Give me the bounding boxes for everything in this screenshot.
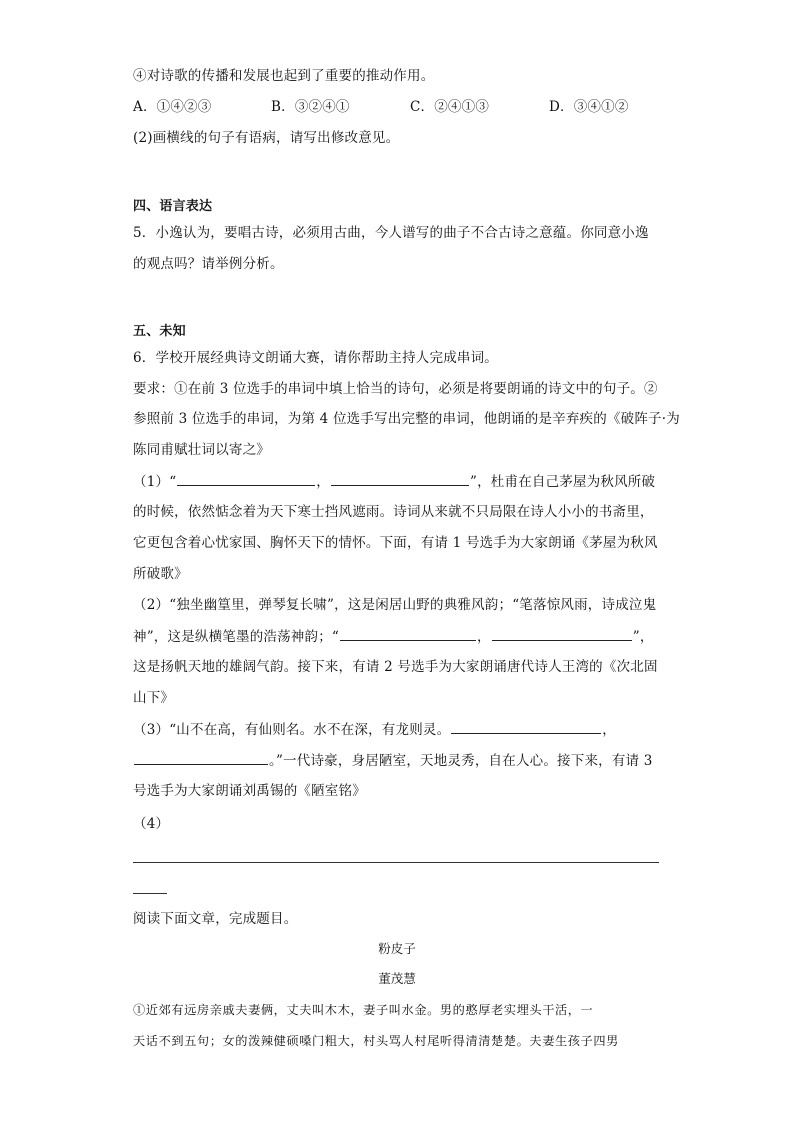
section-heading-4: 四、语言表达: [133, 199, 213, 214]
part-2-line-4: 山下》: [133, 690, 175, 706]
part-1-line-4: 所破歌》: [133, 566, 188, 582]
part-4-label: （4）: [133, 816, 170, 832]
option-d: D．③④①②: [549, 99, 629, 115]
article-paragraph-1-line-2: 天话不到五句；女的泼辣健硕嗓门粗大，村头骂人村尾听得清清楚楚。夫妻生孩子四男: [133, 1034, 619, 1048]
requirement-line-3: 陈同甫赋壮词以寄之》: [133, 442, 270, 458]
fill-blank-1b[interactable]: [331, 471, 469, 486]
part-2-comma: ，: [477, 629, 491, 645]
answer-options: [133, 97, 693, 117]
requirement-line-2: 参照前 3 位选手的串词，为第 4 位选手写出完整的串词，他朗诵的是辛弃疾的《破阵子·为: [133, 411, 680, 427]
fill-blank-2b[interactable]: [492, 626, 632, 641]
fill-blank-3b[interactable]: [134, 750, 268, 765]
fill-blank-2a[interactable]: [340, 626, 476, 641]
answer-line-short[interactable]: [133, 893, 167, 894]
option-b: B．③②④①: [271, 99, 350, 115]
part-3-text: （3）“山不在高，有仙则名。水不在深，有龙则灵。: [133, 722, 451, 738]
requirement-line-1: 要求：①在前 3 位选手的串词中填上恰当的诗句，必须是将要朗诵的诗文中的句子。②: [133, 381, 658, 397]
article-author: 董茂慧: [378, 971, 416, 986]
part-1-line-1: [133, 471, 655, 492]
answer-line-long[interactable]: [133, 862, 659, 863]
sub-question-2: (2)画横线的句子有语病，请写出修改意见。: [133, 130, 400, 146]
part-1-comma: ，: [316, 474, 330, 490]
option-c: C．②④①③: [410, 99, 490, 115]
part-3-line-2: [133, 750, 653, 771]
part-3-line-3: 号选手为大家朗诵刘禹锡的《陋室铭》: [133, 783, 366, 799]
part-1-line-3: 它更包含着心忧家国、胸怀天下的情怀。下面，有请 1 号选手为大家朗诵《茅屋为秋风: [133, 535, 658, 551]
section-heading-5: 五、未知: [133, 324, 186, 339]
part-2-text-b: ”，: [632, 629, 654, 645]
part-1-open: （1）“: [133, 474, 177, 490]
part-1-close: ”，杜甫在自己茅屋为秋风所破: [470, 474, 656, 490]
question-5-line-2: 的观点吗？请举例分析。: [133, 256, 284, 272]
part-2-line-3: 这是扬帆天地的雄阔气韵。接下来，有请 2 号选手为大家朗诵唐代诗人王湾的《次北固: [133, 659, 658, 675]
reading-instruction: 阅读下面文章，完成题目。: [133, 911, 298, 927]
part-3-line-1: [133, 719, 616, 740]
part-2-text-a: 神”，这是纵横笔墨的浩荡神韵；“: [133, 629, 340, 645]
part-3-text-2: 。”一代诗豪，身居陋室，天地灵秀，自在人心。接下来，有请 3: [269, 753, 653, 769]
question-item-4: ④对诗歌的传播和发展也起到了重要的推动作用。: [133, 68, 435, 84]
part-3-comma: ，: [602, 722, 616, 738]
part-1-line-2: 的时候，依然惦念着为天下寒士挡风遮雨。诗词从来就不只局限在诗人小小的书斋里，: [133, 504, 654, 520]
article-title: 粉皮子: [378, 941, 416, 956]
question-6-intro: 6．学校开展经典诗文朗诵大赛，请你帮助主持人完成串词。: [133, 350, 498, 366]
part-2-line-2: [133, 626, 654, 647]
option-a: A．①④②③: [133, 99, 212, 115]
article-paragraph-1-line-1: ①近郊有远房亲戚夫妻俩，丈夫叫木木，妻子叫水金。男的憨厚老实埋头干活，一: [133, 1003, 594, 1017]
part-2-line-1: （2）“独坐幽篁里，弹琴复长啸”，这是闲居山野的典雅风韵；“笔落惊风雨，诗成泣鬼: [133, 597, 657, 613]
question-5-line-1: 5．小逸认为，要唱古诗，必须用古曲，今人谱写的曲子不合古诗之意蕴。你同意小逸: [133, 225, 649, 241]
fill-blank-1a[interactable]: [177, 471, 315, 486]
fill-blank-3a[interactable]: [451, 719, 601, 734]
